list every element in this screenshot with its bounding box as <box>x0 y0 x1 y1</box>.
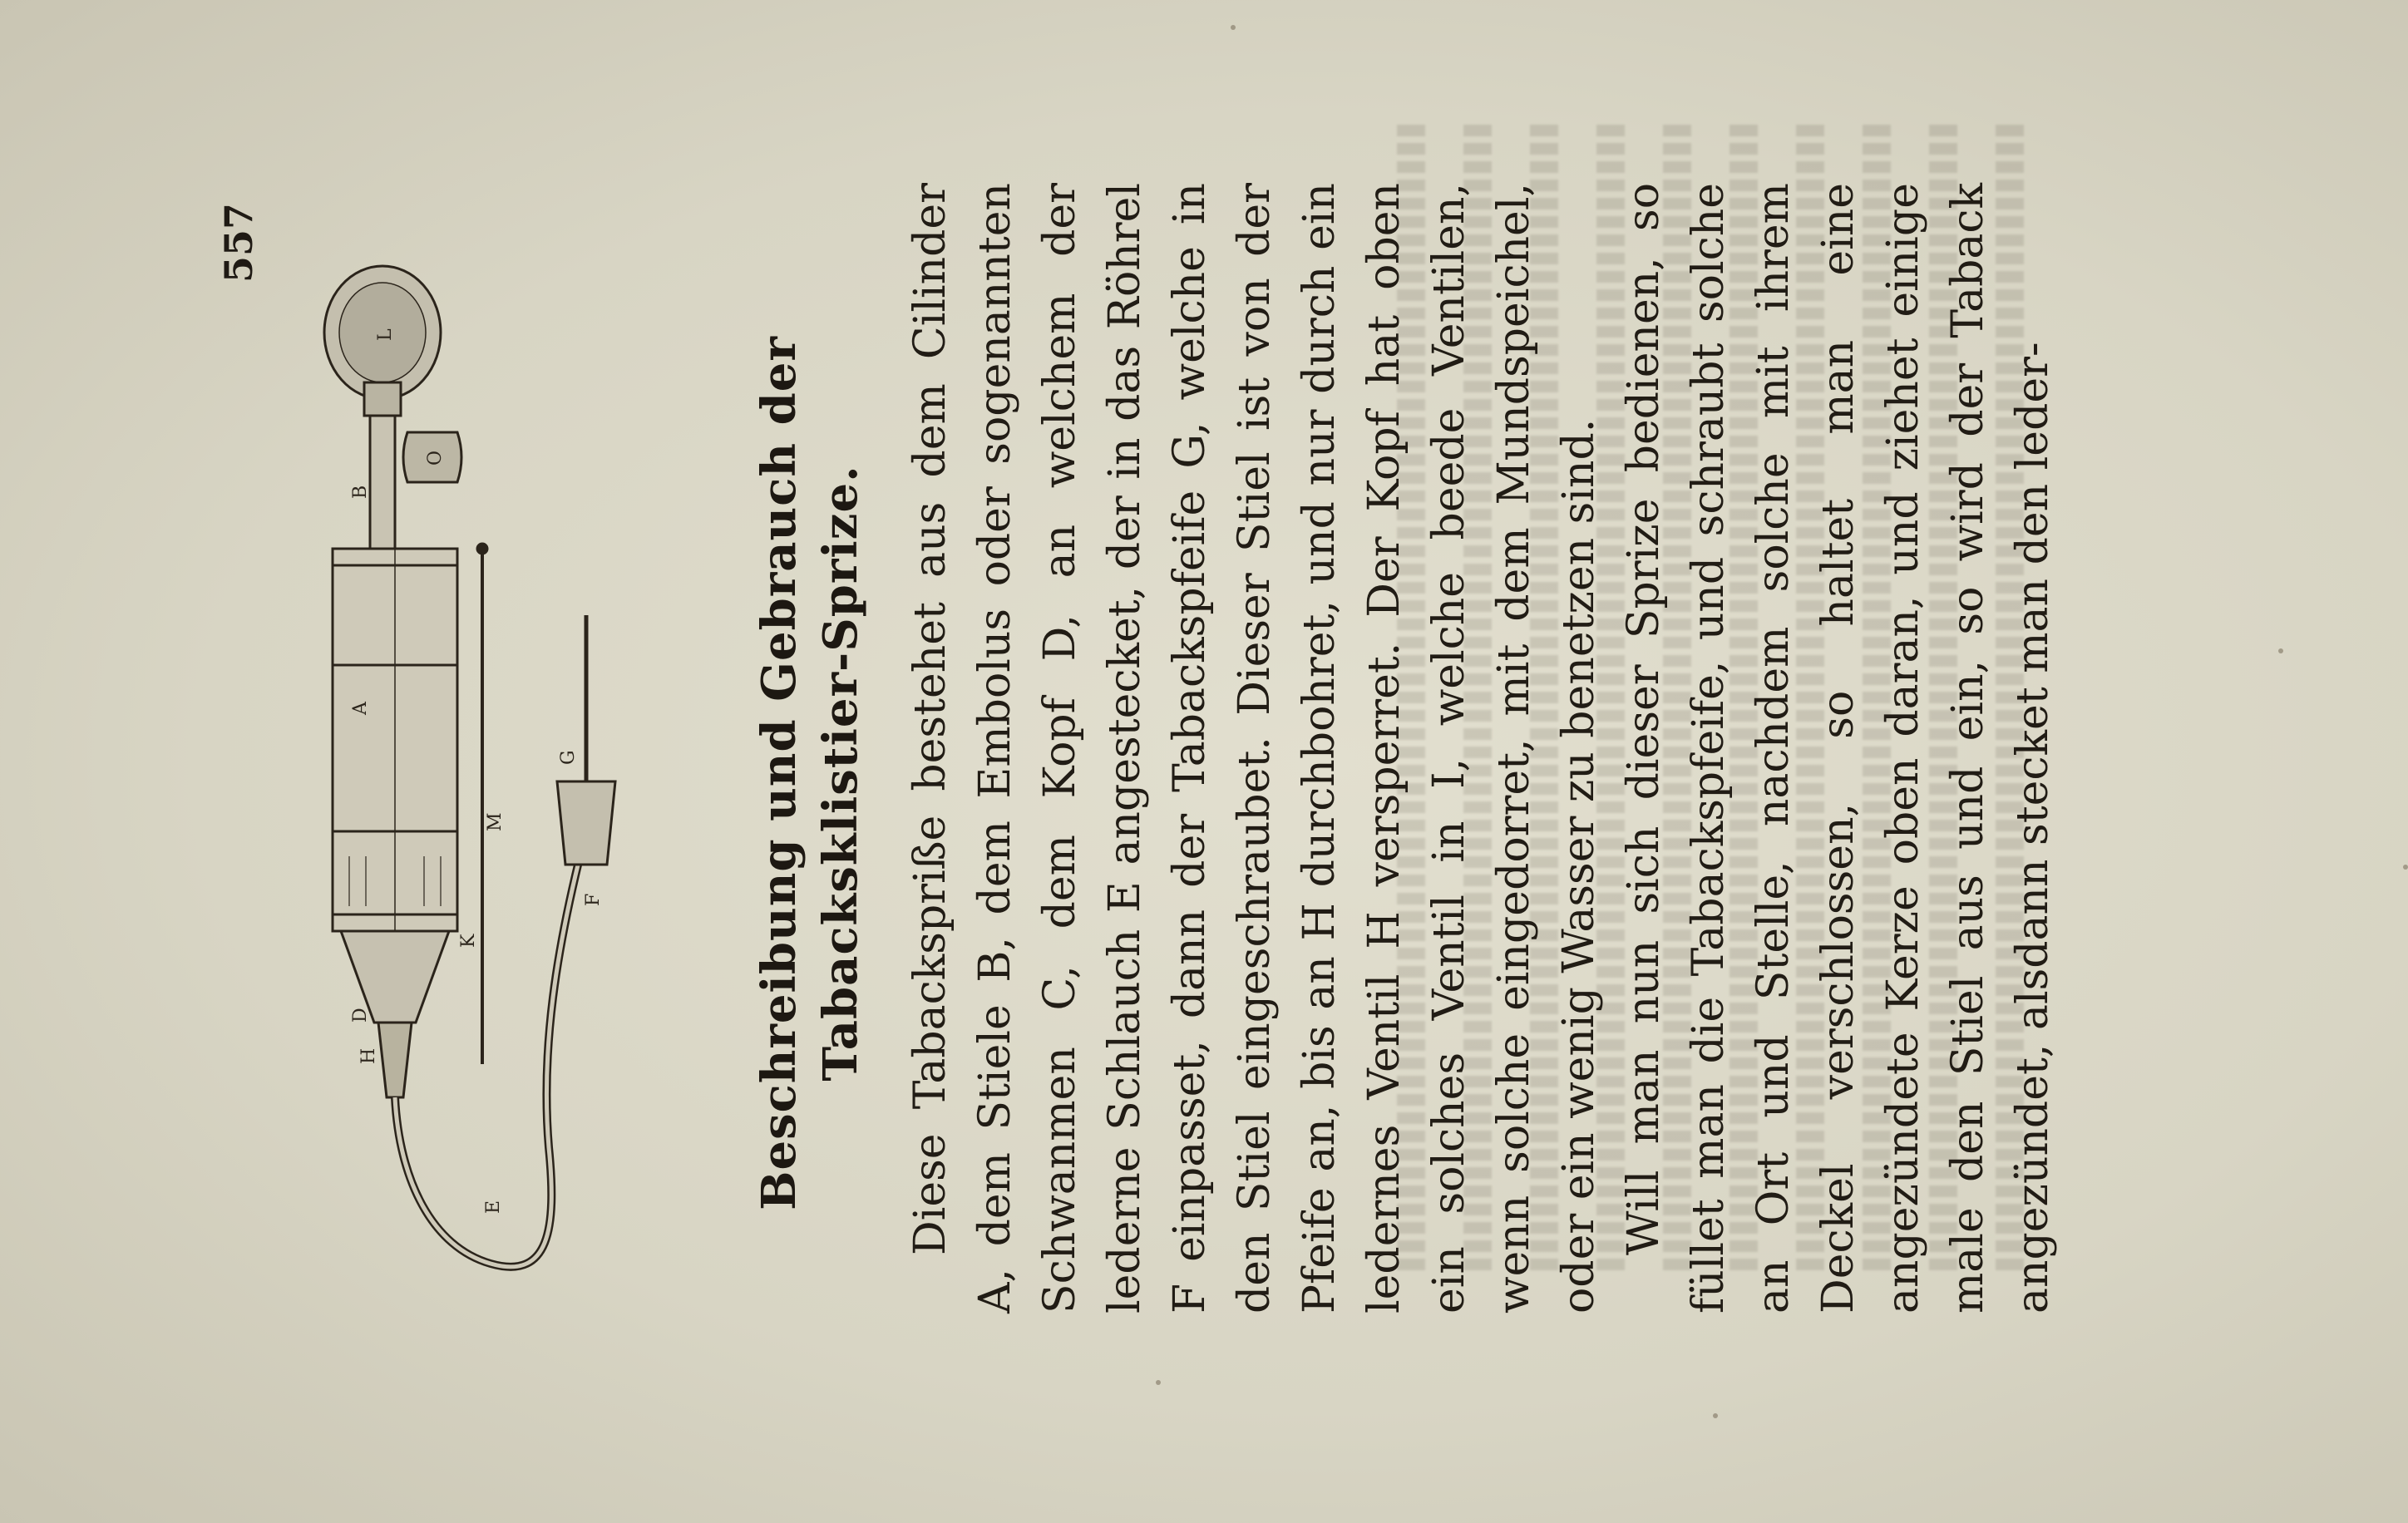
paragraph-2: Will man nun sich dieser Sprize bedienen, so füllet man die Tabackspfeife, und schraubt solche an Ort und Stelle, nachdem solche mit ihrem Deckel verschlossen, so haltet man eine angezündete Kerze oben daran, und ziehet einige male den Stiel aus und ein, so wird der Taback angezündet, alsdann stecket man den leder- <box>1619 183 2058 1314</box>
section-title: Beschreibung und Gebrauch der Tabacksklistier-Sprize. <box>752 336 868 1210</box>
page-number: 557 <box>216 202 261 283</box>
svg-text:G: G <box>558 750 579 765</box>
paragraph-1: Diese Tabackspriße bestehet aus dem Cilinder A, dem Stiele B, dem Embolus oder sogenannten Schwanmen C, dem Kopf D, an welchem der lederne Schlauch E angestecket, der in das Röhrel F einpasset, dann der Tabackspfeife G, welche in den Stiel eingeschraubet. Dieser Stiel ist von der Pfeife an, bis an H durchbohret, und nur durch ein ledernes Ventil H versperret. Der Kopf hat oben ein solches Ventil in I, welche beede Ventilen, wenn solche eingedorret, mit dem Mundspeichel, oder ein wenig Wasser zu benetzen sind. <box>905 183 1604 1314</box>
svg-text:H: H <box>358 1047 379 1064</box>
svg-text:K: K <box>458 934 479 948</box>
svg-text:D: D <box>350 1008 371 1023</box>
svg-text:F: F <box>583 893 604 906</box>
svg-text:A: A <box>350 702 371 715</box>
svg-text:M: M <box>485 812 506 831</box>
svg-text:O: O <box>425 450 446 466</box>
svg-text:B: B <box>350 485 371 499</box>
body-text <box>898 183 2065 1314</box>
svg-text:E: E <box>483 1200 504 1214</box>
syringe-illustration <box>283 233 715 1297</box>
rotated-page <box>166 141 2295 1363</box>
svg-text:L: L <box>375 328 396 341</box>
